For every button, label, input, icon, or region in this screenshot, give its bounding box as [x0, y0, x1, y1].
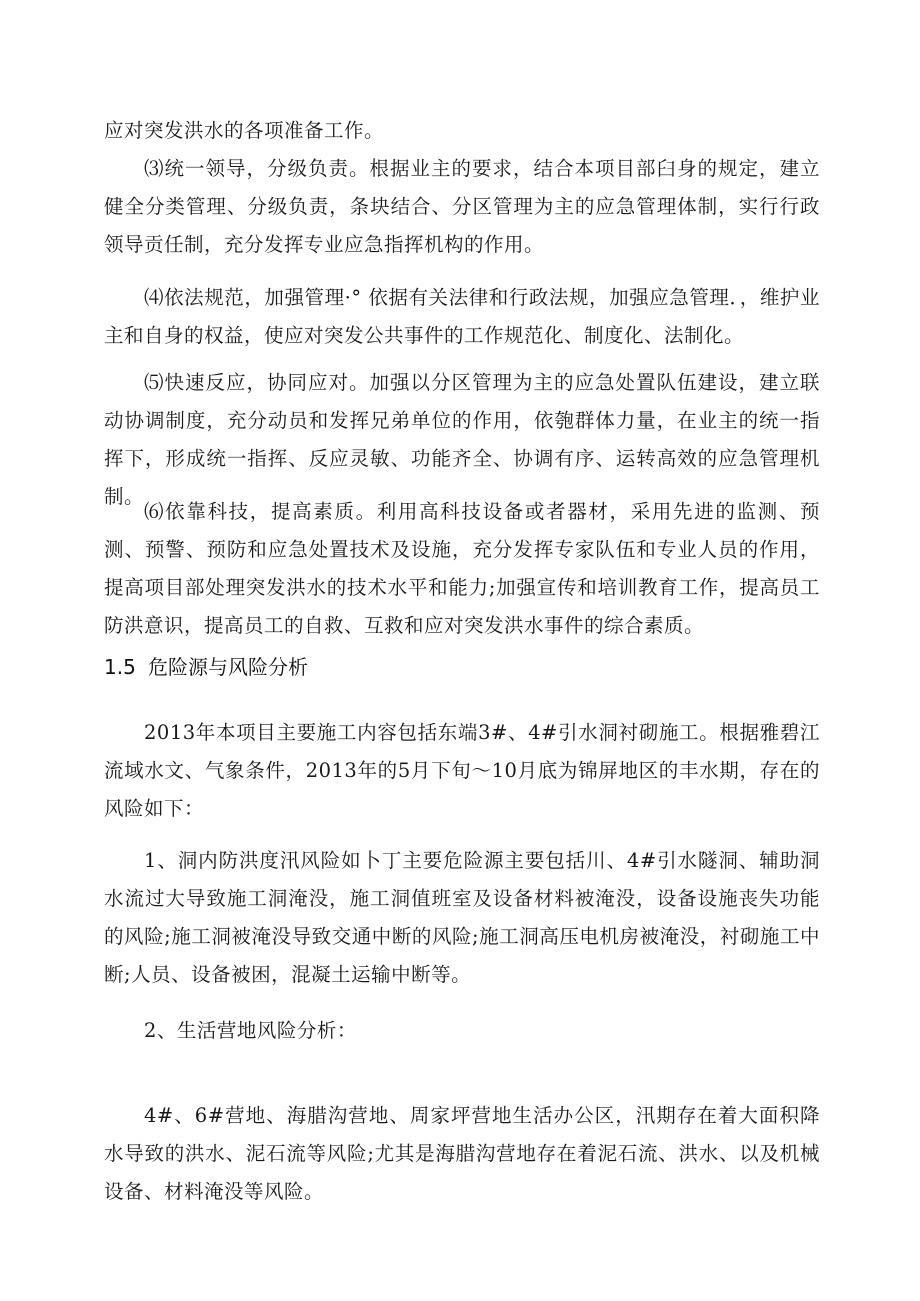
paragraph-camp-risk-title: 2、生活营地风险分析： [144, 1019, 357, 1042]
paragraph-camp-risk-detail: 4#、6#营地、海腊沟营地、周家坪营地生活办公区，汛期存在着大面积降水导致的洪水、泥石流等风险;尤其是海腊沟营地存在着泥石流、洪水、以及机械设备、材料淹没等风险。 [104, 1104, 820, 1203]
paragraph-tunnel-flood-risk: 1、洞内防洪度汛风险如卜丁主要危险源主要包括川、4#引水隧洞、辅助洞水流过大导致施工洞淹没，施工洞值班室及设备材料被淹没，设备设施丧失功能的风险;施工洞被淹没导致交通中断的风险;施工洞高压电机房被淹没，衬砌施工中断;人员、设备被困，混凝土运输中断等。 [104, 849, 820, 986]
paragraph-rapid-response: ⑸快速反应，协同应对。加强以分区管理为主的应急处置队伍建设，建立联动协调制度，充分动员和发挥兄弟单位的作用，依匏群体力量，在业主的统一指挥下，形成统一指挥、反应灵敏、功能齐全、协调有序、运转高效的应急管理机制。 [104, 371, 820, 508]
section-title: 危险源与风险分析 [148, 655, 308, 679]
paragraph-continuation: 应对突发洪水的各项准备工作。 [104, 119, 385, 142]
section-number: 1.5 [104, 655, 136, 679]
paragraph-lawful-regulation: ⑷依法规范，加强管理·° 依据有关法律和行政法规，加强应急管理．，维护业主和自身的权益，使应对突发公共事件的工作规范化、制度化、法制化。 [104, 286, 820, 347]
section-heading [104, 648, 308, 686]
paragraph-technology-reliance: ⑹依靠科技，提高素质。利用高科技设备或者器材，采用先进的监测、预测、预警、预防和应急处置技术及设施，充分发挥专家队伍和专业人员的作用，提高项目部处理突发洪水的技术水平和能力;加强宣传和培训教育工作，提高员工防洪意识，提高员工的自救、互救和应对突发洪水事件的综合素质。 [104, 500, 820, 637]
paragraph-unified-leadership: ⑶统一领导，分级负责。根据业主的要求，结合本项目部臼身的规定，建立健全分类管理、分级负责，条块结合、分区管理为主的应急管理体制，实行行政领导贡任制，充分发挥专业应急指挥机构的作用。 [104, 157, 820, 256]
paragraph-project-overview: 2013年本项目主要施工内容包括东端3#、4#引水洞衬砌施工。根据雅碧江流域水文、气象条件，2013年的5月下旬～10月底为锦屏地区的丰水期，存在的风险如下： [104, 721, 820, 820]
